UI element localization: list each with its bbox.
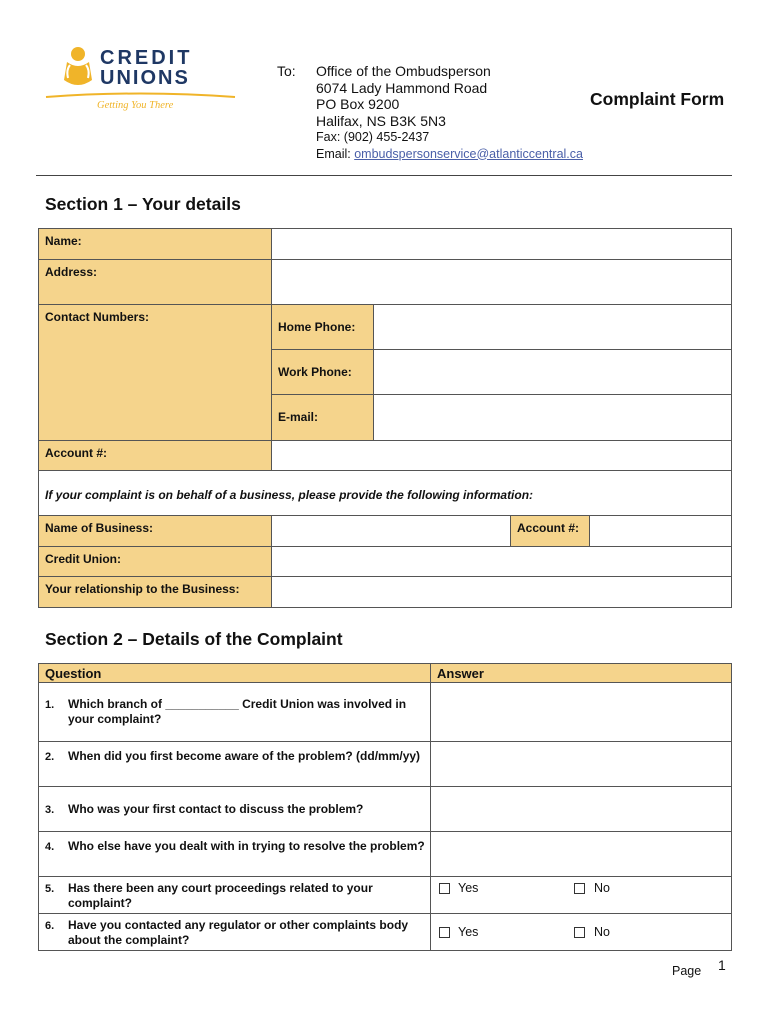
yes-checkbox[interactable]: [439, 883, 450, 894]
home-phone-label-cell: [271, 304, 374, 350]
header-divider: [36, 175, 732, 176]
work-phone-field[interactable]: [373, 349, 732, 395]
no-label: No: [594, 925, 610, 939]
email-field-label: E-mail:: [278, 410, 319, 424]
question-row: [38, 913, 431, 951]
email-field[interactable]: [373, 394, 732, 441]
no-label: No: [594, 881, 610, 895]
home-phone-field[interactable]: [373, 304, 732, 350]
account-field[interactable]: [271, 440, 732, 471]
home-phone-label: Home Phone:: [278, 320, 356, 334]
address-label-cell: [38, 259, 272, 305]
name-field[interactable]: [271, 228, 732, 260]
question-row: [38, 741, 431, 787]
account-label: Account #:: [45, 446, 108, 460]
credit-union-label: Credit Union:: [45, 552, 121, 566]
logo-tagline: Getting You There: [97, 100, 174, 111]
question-number: 2.: [45, 751, 55, 763]
relationship-label: Your relationship to the Business:: [45, 582, 240, 596]
yes-checkbox[interactable]: [439, 927, 450, 938]
section2-title: Section 2 – Details of the Complaint: [45, 629, 343, 649]
question-row: [38, 682, 431, 742]
email-line: [316, 146, 583, 163]
answer-header: Answer: [437, 666, 484, 681]
contact-numbers-label: Contact Numbers:: [45, 310, 150, 324]
question-text: Has there been any court proceedings related to your complaint?: [68, 881, 373, 910]
work-phone-label-cell: [271, 349, 374, 395]
email-link[interactable]: ombudspersonservice@atlanticcentral.ca: [354, 146, 583, 161]
address-field[interactable]: [271, 259, 732, 305]
business-name-label: Name of Business:: [45, 521, 154, 535]
name-label-cell: [38, 228, 272, 260]
question-text: When did you first become aware of the problem? (dd/mm/yy): [68, 749, 421, 763]
page-label: Page: [672, 964, 702, 978]
business-note: If your complaint is on behalf of a business, please provide the following information:: [45, 488, 534, 502]
email-label-cell: [271, 394, 374, 441]
yes-label: Yes: [458, 925, 479, 939]
address-line: 6074 Lady Hammond Road: [316, 79, 488, 96]
question-number: 4.: [45, 841, 55, 853]
relationship-field[interactable]: [271, 576, 732, 608]
question-text: Which branch of ___________ Credit Union was involved in your complaint?: [68, 697, 407, 726]
work-phone-label: Work Phone:: [278, 365, 352, 379]
question-header: Question: [45, 666, 102, 681]
answer-field-3[interactable]: [430, 786, 732, 832]
address-line: PO Box 9200: [316, 96, 400, 112]
name-label: Name:: [45, 234, 82, 248]
question-text: Who was your first contact to discuss the problem?: [68, 802, 364, 816]
yes-label: Yes: [458, 881, 479, 895]
answer-yes-no-5: [430, 876, 732, 914]
address-label: Address:: [45, 265, 98, 279]
credit-union-field[interactable]: [271, 546, 732, 577]
page-number: 1: [718, 957, 726, 973]
question-row: [38, 876, 431, 914]
answer-field-1[interactable]: [430, 682, 732, 742]
no-checkbox[interactable]: [574, 927, 585, 938]
business-account-label-cell: [510, 515, 590, 547]
account-label-cell: [38, 440, 272, 471]
credit-union-label-cell: [38, 546, 272, 577]
section1-title: Section 1 – Your details: [45, 194, 241, 214]
form-title: Complaint Form: [590, 89, 725, 109]
question-row: [38, 786, 431, 832]
credit-unions-logo: [40, 40, 240, 115]
relationship-label-cell: [38, 576, 272, 608]
logo-line1: CREDIT: [100, 47, 193, 69]
question-header-cell: [38, 663, 431, 683]
contact-numbers-label-cell: [38, 304, 272, 441]
business-account-label: Account #:: [517, 521, 580, 535]
business-note-row: [38, 470, 732, 516]
question-text: Who else have you dealt with in trying to resolve the problem?: [68, 839, 425, 853]
no-checkbox[interactable]: [574, 883, 585, 894]
question-text: Have you contacted any regulator or other complaints body about the complaint?: [68, 918, 409, 947]
address-line: Office of the Ombudsperson: [316, 63, 491, 79]
business-account-field[interactable]: [589, 515, 732, 547]
answer-header-cell: [430, 663, 732, 683]
fax-line: Fax: (902) 455-2437: [316, 130, 430, 144]
question-number: 6.: [45, 920, 55, 932]
answer-yes-no-6: [430, 913, 732, 951]
answer-field-4[interactable]: [430, 831, 732, 877]
hands-emblem-icon: [64, 47, 92, 85]
to-label: To:: [277, 63, 296, 79]
email-label: Email:: [316, 146, 355, 161]
business-name-field[interactable]: [271, 515, 511, 547]
logo-line2: UNIONS: [100, 67, 190, 89]
question-number: 3.: [45, 804, 55, 816]
address-line: Halifax, NS B3K 5N3: [316, 112, 446, 129]
question-number: 1.: [45, 699, 55, 711]
answer-field-2[interactable]: [430, 741, 732, 787]
question-row: [38, 831, 431, 877]
recipient-address: [316, 63, 583, 162]
business-name-label-cell: [38, 515, 272, 547]
question-number: 5.: [45, 883, 55, 895]
